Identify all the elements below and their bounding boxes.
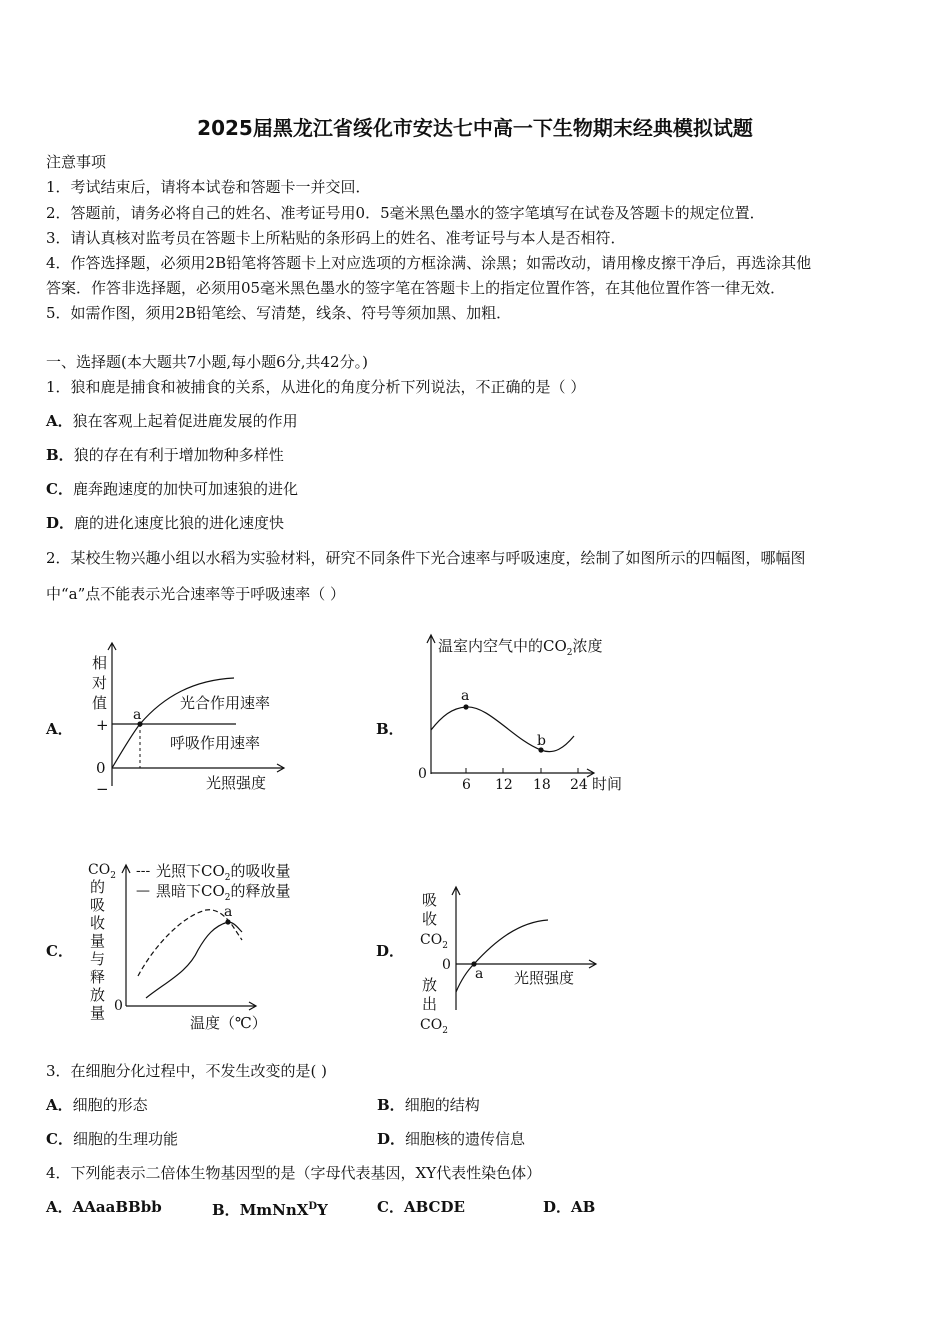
option-text: 细胞的结构 [404, 1096, 480, 1114]
option-label: C． [46, 1130, 73, 1148]
q4-option-a[interactable] [46, 1197, 162, 1217]
graph-a-point-label: a [133, 707, 142, 723]
graph-c-point-label: a [224, 904, 233, 920]
notice-item: 3．请认真核对监考员在答题卡上所粘贴的条形码上的姓名、准考证号与本人是否相符． [46, 229, 626, 247]
option-text: 狼在客观上起着促进鹿发展的作用 [72, 412, 298, 430]
q2-option-b-label[interactable]: B． [376, 720, 404, 738]
graph-a-curve2-label: 呼吸作用速率 [170, 734, 261, 752]
graph-b-tick-label: 18 [533, 777, 551, 793]
graph-d-ybottom-char: 出 [422, 995, 438, 1013]
q3-option-b[interactable] [377, 1095, 480, 1115]
option-superscript: D [308, 1201, 318, 1212]
option-text: 狼的存在有利于增加物种多样性 [73, 446, 284, 464]
graph-c-dark-curve [146, 922, 242, 998]
option-label: D． [46, 514, 75, 532]
graph-d-xlabel: 光照强度 [514, 969, 575, 987]
option-label: A． [46, 1198, 73, 1216]
graph-d-ytop-char: 吸 [422, 891, 438, 909]
q1-stem: 1．狼和鹿是捕食和被捕食的关系，从进化的角度分析下列说法，不正确的是（ ） [46, 378, 586, 396]
notice-item: 答案．作答非选择题，必须用05毫米黑色墨水的签字笔在答题卡上的指定位置作答，在其他位置作答一律无效． [46, 279, 786, 297]
q4-stem: 4．下列能表示二倍体生物基因型的是（字母代表基因，XY代表性染色体） [46, 1164, 542, 1182]
graph-b-point-a [463, 704, 468, 709]
graph-d [414, 882, 614, 1040]
option-label: A． [46, 412, 73, 430]
q1-option-b[interactable] [46, 445, 284, 465]
q2-stem-line2: 中“a”点不能表示光合速率等于呼吸速率（ ） [46, 585, 346, 603]
graph-a-ylabel-char: 相 [92, 654, 108, 672]
graph-c-xlabel: 温度（℃） [190, 1014, 267, 1032]
q2-option-d-label[interactable]: D． [376, 942, 405, 960]
option-label: B． [212, 1201, 240, 1219]
graph-b-origin: 0 [418, 766, 427, 782]
option-label: C． [46, 480, 73, 498]
q3-option-d[interactable] [377, 1129, 525, 1149]
option-text: ABCDE [403, 1198, 465, 1216]
graph-b-point-b-label: b [537, 733, 546, 749]
graph-d-point-label: a [475, 966, 484, 982]
option-text-tail: Y [317, 1201, 328, 1219]
graph-b-curve [431, 707, 574, 752]
graph-a-zero: 0 [96, 759, 106, 777]
option-text: 鹿奔跑速度的加快可加速狼的进化 [72, 480, 298, 498]
graph-a-minus: − [96, 780, 109, 798]
option-label: A． [46, 1096, 73, 1114]
notice-item: 5．如需作图，须用2B铅笔绘、写清楚，线条、符号等须加黑、加粗． [46, 304, 512, 322]
graph-a-photosynthesis-curve [112, 678, 234, 768]
graph-c-legend2: 黑暗下$CO_2$的释放量 [156, 882, 291, 903]
graph-b [414, 632, 634, 797]
graph-c [84, 858, 314, 1036]
option-label: B． [46, 446, 74, 464]
graph-a-curve1-label: 光合作用速率 [180, 694, 271, 712]
graph-d-ytop-char: 收 [422, 910, 438, 928]
q1-option-c[interactable] [46, 479, 298, 499]
option-text: AB [571, 1198, 596, 1216]
q3-option-a[interactable] [46, 1095, 148, 1115]
graph-c-point [225, 919, 230, 924]
graph-b-point-a-label: a [461, 688, 470, 704]
option-text: 细胞的生理功能 [72, 1130, 178, 1148]
q1-option-a[interactable] [46, 411, 298, 431]
q2-option-c-label[interactable]: C． [46, 942, 73, 960]
option-text: 细胞核的遗传信息 [405, 1130, 526, 1148]
option-text: 细胞的形态 [72, 1096, 148, 1114]
graph-c-ylabel-char: 释 [90, 968, 106, 986]
graph-d-ytop-co: $CO_2$ [420, 932, 448, 951]
q2-stem-line1: 2．某校生物兴趣小组以水稻为实验材料，研究不同条件下光合速率与呼吸速度，绘制了如图所示的四幅图，哪幅图 [46, 549, 806, 567]
graph-c-ylabel-char: 收 [90, 914, 106, 932]
graph-d-origin: 0 [442, 957, 451, 973]
graph-c-origin: 0 [114, 998, 123, 1014]
q4-option-c[interactable] [377, 1197, 465, 1217]
q4-option-b[interactable] [212, 1197, 328, 1220]
graph-b-tick-label: 6 [462, 777, 471, 793]
q4-option-d[interactable] [543, 1197, 595, 1217]
option-text: 鹿的进化速度比狼的进化速度快 [74, 514, 285, 532]
option-label: B． [377, 1096, 405, 1114]
graph-a-plus: + [96, 716, 109, 734]
notice-item: 1．考试结束后，请将本试卷和答题卡一并交回． [46, 178, 371, 196]
graph-c-legend1-mark: --- [136, 863, 151, 879]
graph-a-ylabel-char: 对 [92, 674, 108, 692]
graph-d-ybottom-char: 放 [422, 976, 438, 994]
q1-option-d[interactable] [46, 513, 284, 533]
notice-item: 4．作答选择题，必须用2B铅笔将答题卡上对应选项的方框涂满、涂黑；如需改动，请用橡皮擦干净后，再选涂其他 [46, 254, 812, 272]
graph-b-tick-label: 12 [495, 777, 513, 793]
graph-a-ylabel-char: 值 [92, 694, 108, 712]
option-text: MmNnX [239, 1201, 309, 1219]
graph-b-ylabel: 温室内空气中的$CO_2$浓度 [438, 637, 603, 658]
option-label: D． [543, 1198, 572, 1216]
section-heading: 一、选择题(本大题共7小题,每小题6分,共42分。) [46, 353, 368, 371]
q2-option-a-label[interactable]: A． [46, 720, 73, 738]
graph-c-ylabel-top: $CO_2$ [88, 862, 116, 881]
graph-d-ybottom-co: $CO_2$ [420, 1017, 448, 1036]
option-label: D． [377, 1130, 406, 1148]
graph-c-legend1: 光照下$CO_2$的吸收量 [156, 862, 291, 883]
graph-a-xlabel: 光照强度 [206, 774, 267, 792]
graph-c-legend2-mark: — [136, 883, 150, 899]
page-title: 2025届黑龙江省绥化市安达七中高一下生物期末经典模拟试题 [197, 116, 753, 140]
graph-c-ylabel-char: 放 [90, 986, 106, 1004]
graph-c-ylabel-char: 与 [90, 950, 106, 968]
graph-a [84, 640, 304, 800]
option-text: AAaaBBbb [72, 1198, 162, 1216]
graph-c-ylabel-char: 量 [90, 1004, 106, 1022]
graph-c-ylabel-char: 量 [90, 932, 106, 950]
graph-b-tick-label: 24 [570, 777, 588, 793]
notice-item: 2．答题前，请务必将自己的姓名、准考证号用0．5毫米黑色墨水的签字笔填写在试卷及答题卡的规定位置． [46, 204, 765, 222]
graph-b-xlabel: 时间 [592, 775, 623, 793]
option-label: C． [377, 1198, 404, 1216]
q3-stem: 3．在细胞分化过程中，不发生改变的是( ) [46, 1062, 328, 1080]
notice-heading: 注意事项 [46, 153, 107, 171]
q3-option-c[interactable] [46, 1129, 178, 1149]
graph-c-ylabel-char: 吸 [90, 896, 106, 914]
graph-c-ylabel-char: 的 [90, 878, 106, 896]
